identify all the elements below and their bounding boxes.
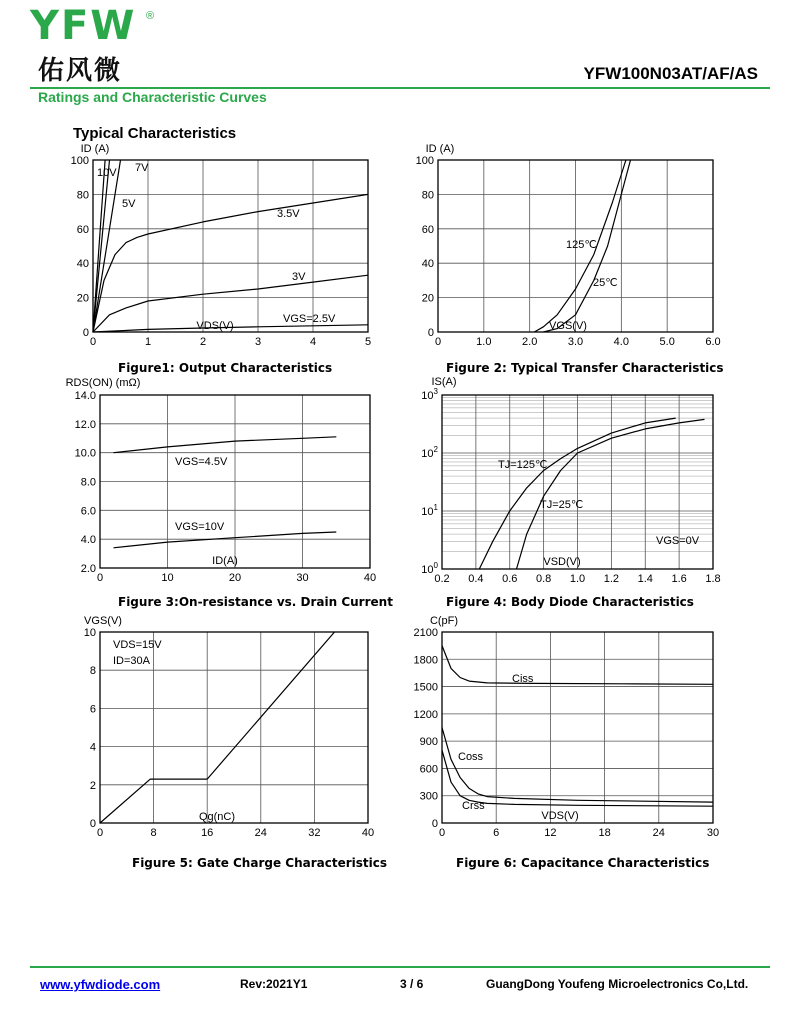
y-tick-label: 40 [421, 258, 434, 271]
x-tick-label: 1.4 [637, 573, 653, 585]
y-tick-label: 60 [76, 223, 89, 236]
plot-frame [93, 160, 368, 332]
chart-on-resistance [55, 375, 385, 590]
x-tick-label: 0 [96, 572, 104, 584]
x-tick-label: 20 [228, 572, 242, 584]
x-axis-label: VGS(V) [549, 320, 587, 332]
y-axis-label: RDS(ON) (mΩ) [65, 377, 141, 389]
y-axis-label: C(pF) [429, 615, 459, 627]
y-tick-label: 1800 [413, 654, 438, 667]
registered-mark: ® [146, 10, 155, 22]
series-label: 125℃ [566, 239, 597, 251]
chart-annotation: VGS=0V [656, 535, 700, 547]
figure-1-caption: Figure1: Output Characteristics [118, 361, 333, 375]
y-tick-label: 80 [76, 189, 89, 202]
figure-4-caption: Figure 4: Body Diode Characteristics [446, 595, 694, 609]
x-tick-label: 4 [309, 336, 317, 348]
x-tick-label: 6.0 [705, 336, 721, 348]
x-tick-label: 0.2 [434, 573, 450, 585]
x-tick-label: 30 [296, 572, 309, 584]
x-tick-label: 40 [363, 572, 377, 584]
chart-annotation: VDS=15V [113, 639, 162, 651]
y-tick-label: 1500 [413, 681, 438, 694]
y-tick-label: 2.0 [80, 563, 96, 575]
y-tick-label: 0 [431, 818, 438, 830]
series-label: VGS=2.5V [283, 313, 336, 325]
x-tick-label: 0 [96, 827, 104, 839]
y-tick-label: 6 [89, 703, 96, 716]
y-tick-label: 20 [421, 292, 434, 305]
y-tick-label: 600 [419, 763, 438, 776]
x-tick-label: 10 [161, 572, 174, 584]
x-tick-label: 24 [254, 827, 267, 839]
x-axis-label: VSD(V) [543, 556, 581, 568]
series-label: 10V [97, 167, 117, 179]
x-tick-label: 24 [652, 827, 665, 839]
part-number: YFW100N03AT/AF/AS [583, 64, 758, 83]
x-axis-label: VDS(V) [541, 810, 579, 822]
x-tick-label: 1.8 [705, 573, 721, 585]
section-subtitle: Ratings and Characteristic Curves [38, 89, 267, 105]
y-tick-label: 14.0 [74, 390, 96, 402]
y-tick-label: 10.0 [74, 447, 96, 460]
x-tick-label: 8 [150, 827, 157, 839]
y-axis-label: ID (A) [425, 143, 455, 155]
x-tick-label: 16 [201, 827, 214, 839]
x-tick-label: 0.8 [535, 573, 552, 585]
x-tick-label: 0 [434, 336, 442, 348]
logo-chinese-name: 佑风微 [38, 56, 123, 86]
y-tick-label: 0 [427, 327, 434, 339]
x-axis-label: ID(A) [212, 555, 238, 567]
y-tick-label: $10^2$ [421, 445, 438, 460]
y-tick-label: 300 [419, 790, 438, 803]
y-tick-label: 1200 [413, 708, 438, 721]
figure-2-caption: Figure 2: Typical Transfer Characteristics [446, 361, 724, 375]
x-tick-label: 4.0 [613, 336, 629, 348]
x-tick-label: 3.0 [567, 336, 584, 348]
y-tick-label: 6.0 [80, 505, 96, 518]
series-label: 3V [292, 271, 306, 283]
x-tick-label: 40 [361, 827, 375, 839]
y-tick-label: 80 [421, 189, 434, 202]
y-axis-label: VGS(V) [84, 615, 122, 627]
x-tick-label: 0 [438, 827, 446, 839]
x-tick-label: 5.0 [659, 336, 675, 348]
figure-5-caption: Figure 5: Gate Charge Characteristics [132, 856, 388, 870]
y-tick-label: 4 [89, 741, 96, 754]
x-tick-label: 5 [364, 336, 372, 348]
series-label: 5V [122, 198, 136, 210]
y-tick-label: $10^0$ [421, 561, 438, 576]
y-tick-label: 8.0 [80, 476, 96, 489]
x-tick-label: 3 [254, 336, 262, 348]
series-label: Crss [462, 800, 485, 812]
y-tick-label: 900 [419, 736, 438, 749]
chart-output-characteristics [55, 140, 385, 355]
y-tick-label: 10 [83, 627, 96, 639]
series-label: Ciss [512, 673, 534, 685]
x-tick-label: 1.0 [476, 336, 492, 348]
typical-characteristics-heading: Typical Characteristics [73, 125, 237, 142]
series-label: TJ=125℃ [498, 459, 548, 471]
x-tick-label: 2 [199, 336, 207, 348]
chart-capacitance [400, 612, 730, 847]
website-link[interactable]: www.yfwdiode.com [40, 977, 161, 992]
y-tick-label: $10^3$ [421, 387, 438, 402]
y-tick-label: 100 [70, 155, 89, 167]
x-tick-label: 12 [544, 827, 557, 839]
y-tick-label: 40 [76, 258, 89, 271]
y-tick-label: 60 [421, 223, 434, 236]
y-tick-label: 100 [415, 155, 434, 167]
revision: Rev:2021Y1 [240, 977, 308, 991]
x-tick-label: 1.2 [603, 573, 620, 585]
x-tick-label: 2.0 [522, 336, 538, 348]
series-line [442, 646, 713, 685]
x-tick-label: 0.4 [468, 573, 484, 585]
figure-6-caption: Figure 6: Capacitance Characteristics [456, 856, 710, 870]
x-tick-label: 0.6 [502, 573, 518, 585]
x-tick-label: 30 [706, 827, 720, 839]
series-label: 7V [135, 162, 149, 174]
x-tick-label: 1.6 [671, 573, 687, 585]
x-axis-label: Qg(nC) [198, 811, 236, 823]
x-tick-label: 1.0 [569, 573, 586, 585]
x-axis-label: VDS(V) [196, 320, 234, 332]
page-number: 3 / 6 [400, 977, 424, 991]
chart-body-diode [400, 375, 730, 590]
chart-transfer-characteristics [400, 140, 730, 355]
footer-divider [30, 966, 770, 968]
series-label: Coss [458, 751, 484, 763]
y-tick-label: 8 [89, 665, 96, 678]
series-label: 3.5V [277, 208, 300, 220]
series-label: VGS=10V [175, 521, 225, 533]
series-label: TJ=25℃ [540, 499, 584, 511]
series-line [442, 728, 713, 803]
chart-annotation: ID=30A [113, 655, 150, 667]
series-label: 25℃ [593, 277, 618, 289]
y-tick-label: 0 [82, 327, 89, 339]
figure-3-caption: Figure 3:On-resistance vs. Drain Current [118, 595, 393, 609]
y-tick-label: 20 [76, 292, 89, 305]
y-tick-label: 12.0 [74, 418, 96, 431]
y-tick-label: 2100 [413, 627, 438, 639]
x-tick-label: 32 [308, 827, 321, 839]
x-tick-label: 18 [598, 827, 611, 839]
company-name: GuangDong Youfeng Microelectronics Co,Ltd. [486, 977, 749, 991]
chart-gate-charge [55, 612, 385, 847]
x-tick-label: 6 [493, 827, 500, 839]
series-label: VGS=4.5V [175, 456, 228, 468]
logo-letters: YFW [30, 3, 137, 49]
y-axis-label: IS(A) [431, 376, 457, 388]
plot-frame [442, 632, 713, 823]
y-tick-label: $10^1$ [421, 503, 438, 518]
y-tick-label: 4.0 [80, 534, 96, 547]
y-axis-label: ID (A) [80, 143, 110, 155]
y-tick-label: 2 [89, 779, 96, 792]
y-tick-label: 0 [89, 818, 96, 830]
x-tick-label: 1 [144, 336, 152, 348]
x-tick-label: 0 [89, 336, 97, 348]
